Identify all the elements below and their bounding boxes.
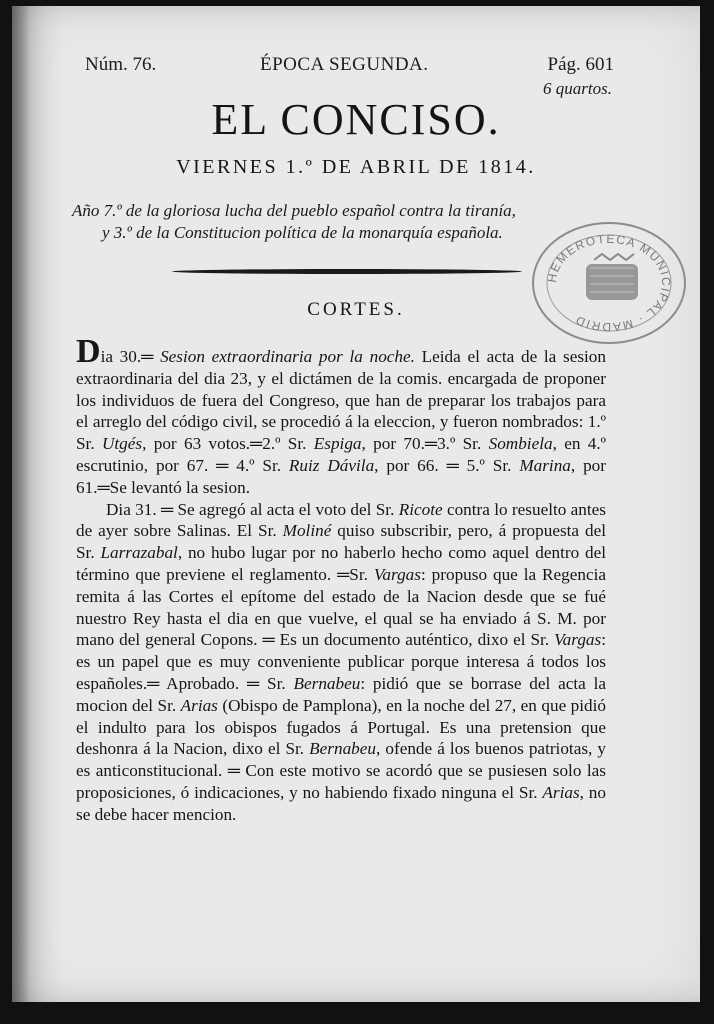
masthead-title: EL CONCISO. (211, 95, 501, 144)
italic-name: Espiga (313, 434, 362, 454)
italic-name: Ruiz Dávila (288, 455, 375, 475)
library-stamp-icon (532, 222, 686, 344)
text-run: Dia 31. ═ Se agregó al acta el voto del Sr. (106, 499, 399, 519)
italic-name: Sesion extraordinaria por la noche. (160, 347, 415, 366)
motto (72, 200, 612, 244)
issue-number: Núm. 76. (85, 54, 157, 75)
text-run: , en 4.º escrutinio, por 67. ═ 4.º Sr. (76, 434, 606, 475)
dateline: VIERNES 1.º DE ABRIL DE 1814. (176, 156, 536, 178)
italic-name: Arias (542, 782, 580, 802)
epoch-label: ÉPOCA SEGUNDA. (260, 54, 429, 75)
stamp-seal-graphic (534, 224, 684, 342)
text-run: : propuso que la Regencia remita á las Cortes el epítome del estado de la Nacion desde que se fué nuestro Rey hasta el dia en que vuelve, el qual se ha enviado á S. M. por mano del general Copons. ═ Es un documento auténtico, dixo el Sr. (76, 564, 606, 650)
text-run: (Obispo de Pamplona), en la noche del 27, en que pidió el indulto para los obispos fugados á Portugal. Es una pretension que deshonra á la Nacion, dixo el Sr. (76, 695, 606, 759)
italic-name: Vargas (373, 564, 421, 584)
section-title: CORTES. (307, 299, 405, 320)
text-run: : pidió que se borrase del acta la mocion del Sr. (76, 673, 606, 715)
article-paragraph (76, 499, 606, 826)
italic-name: Bernabeu (309, 739, 376, 759)
motto-line-2: y 3.º de la Constitucion política de la monarquía española. (102, 223, 503, 242)
text-run: , por 61.═Se levantó la sesion. (76, 455, 606, 497)
page-number: Pág. 601 (547, 54, 614, 75)
motto-line-1: Año 7.º de la gloriosa lucha del pueblo español contra la tiranía, (72, 201, 516, 220)
text-run: , no se debe hacer mencion. (76, 782, 606, 824)
text-run: , no hubo lugar por no haberlo hecho como aquel dentro del término que previene el reglamento. ═Sr. (76, 543, 606, 584)
text-run: ia 30.═ (100, 347, 161, 366)
italic-name: Vargas (554, 630, 602, 650)
text-run: : es un papel que es muy conveniente publicar porque interesa á todos los españoles.═ Aprobado. ═ Sr. (76, 630, 606, 693)
italic-name: Bernabeu (293, 673, 361, 693)
italic-name: Utgés (101, 434, 143, 454)
article-paragraph (76, 333, 606, 499)
text-run: Leida el acta de la sesion extraordinaria del dia 23, y el dictámen de la comis. encargada de proponer los individuos de fuera del Congreso, que han de preparar los trabajos para el arreglo del código civil, se procedió á la eleccion, y fueron nombrados: 1.º Sr. (76, 347, 606, 454)
drop-cap: D (76, 333, 101, 370)
text-run: quiso subscribir, pero, á propuesta del Sr. (76, 521, 606, 563)
text-run: contra lo resuelto antes de ayer sobre Salinas. El Sr. (76, 499, 606, 541)
article-body (76, 333, 606, 826)
italic-name: Ricote (398, 499, 443, 519)
italic-name: Arias (180, 695, 218, 715)
italic-name: Sombiela (488, 434, 553, 454)
text-run: , ofende á los buenos patriotas, y es anticonstitucional. ═ Con este motivo se acordó que se pusiesen solo las proposiciones, ó indicaciones, y no habiendo fixado ninguna el Sr. (76, 739, 606, 802)
stamp-text: HEMEROTECA MUNICIPAL · MADRID (544, 231, 674, 335)
italic-name: Larrazabal (100, 543, 178, 563)
text-run: , por 63 votos.═2.º Sr. (142, 434, 314, 454)
newspaper-page (12, 6, 700, 1002)
italic-name: Moliné (282, 521, 332, 541)
price-label: 6 quartos. (543, 79, 612, 98)
text-run: , por 66. ═ 5.º Sr. (374, 455, 520, 475)
italic-name: Marina (519, 455, 571, 475)
text-run: , por 70.═3.º Sr. (361, 434, 489, 454)
section-divider-rule (172, 269, 522, 274)
